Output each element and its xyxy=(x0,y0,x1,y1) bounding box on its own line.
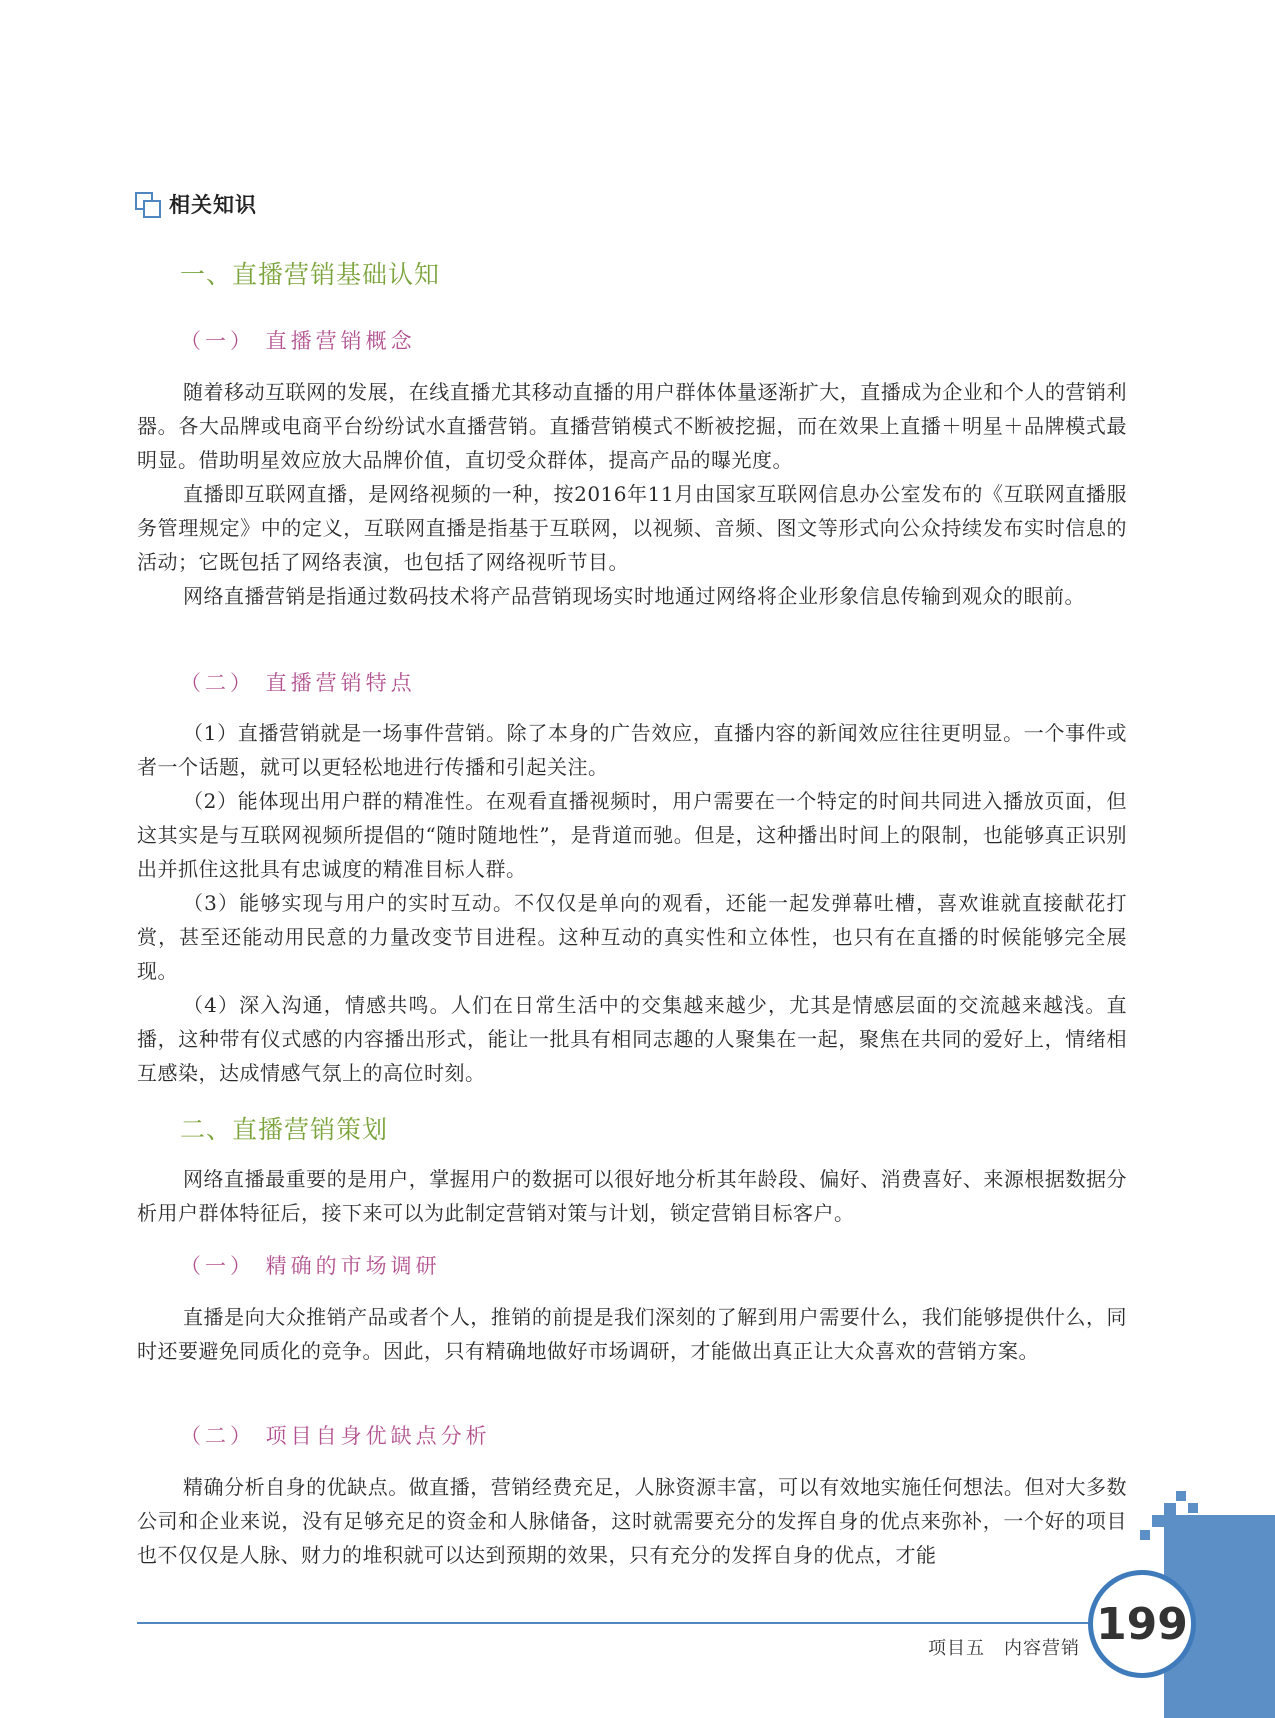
subheading-features: （二） 直播营销特点 xyxy=(180,671,416,695)
paragraph-feature-4: （4）深入沟通，情感共鸣。人们在日常生活中的交集越来越少，尤其是情感层面的交流越来越浅。直播，这种带有仪式感的内容播出形式，能让一批具有相同志趣的人聚集在一起，聚焦在共同的爱好上，情绪相互感染，达成情感气氛上的高位时刻。 xyxy=(137,993,1127,1085)
heading-basics: 一、直播营销基础认知 xyxy=(180,260,441,289)
paragraph-feature-3: （3）能够实现与用户的实时互动。不仅仅是单向的观看，还能一起发弹幕吐槽，喜欢谁就直接献花打赏，甚至还能动用民意的力量改变节目进程。这种互动的真实性和立体性，也只有在直播的时候能够完全展现。 xyxy=(137,891,1127,983)
decorative-pixel xyxy=(1140,1530,1150,1540)
footer-chapter: 项目五 内容营销 xyxy=(928,1638,1080,1659)
subheading-research: （一） 精确的市场调研 xyxy=(180,1254,441,1278)
paragraph-research: 直播是向大众推销产品或者个人，推销的前提是我们深刻的了解到用户需要什么，我们能够提供什么，同时还要避免同质化的竞争。因此，只有精确地做好市场调研，才能做出真正让大众喜欢的营销方案。 xyxy=(137,1305,1127,1363)
paragraph-concept-2: 直播即互联网直播，是网络视频的一种，按2016年11月由国家互联网信息办公室发布的《互联网直播服务管理规定》中的定义，互联网直播是指基于互联网，以视频、音频、图文等形式向公众持续发布实时信息的活动；它既包括了网络表演，也包括了网络视听节目。 xyxy=(137,482,1127,574)
paragraph-feature-2: （2）能体现出用户群的精准性。在观看直播视频时，用户需要在一个特定的时间共同进入播放页面，但这其实是与互联网视频所提倡的“随时随地性”，是背道而驰。但是，这种播出时间上的限制，也能够真正识别出并抓住这批具有忠诚度的精准目标人群。 xyxy=(137,789,1127,881)
decorative-pixel xyxy=(1164,1503,1176,1515)
paragraph-planning: 网络直播最重要的是用户，掌握用户的数据可以很好地分析其年龄段、偏好、消费喜好、来源根据数据分析用户群体特征后，接下来可以为此制定营销对策与计划，锁定营销目标客户。 xyxy=(137,1167,1127,1225)
paragraph-feature-1: （1）直播营销就是一场事件营销。除了本身的广告效应，直播内容的新闻效应往往更明显。一个事件或者一个话题，就可以更轻松地进行传播和引起关注。 xyxy=(137,721,1127,779)
decorative-pixel xyxy=(1152,1515,1164,1527)
footer-rule xyxy=(137,1622,1097,1624)
overlapping-squares-icon xyxy=(135,192,161,216)
page-number: 199 xyxy=(1088,1570,1196,1678)
heading-planning: 二、直播营销策划 xyxy=(180,1115,389,1144)
paragraph-analysis: 精确分析自身的优缺点。做直播，营销经费充足，人脉资源丰富，可以有效地实施任何想法。但对大多数公司和企业来说，没有足够充足的资金和人脉储备，这时就需要充分的发挥自身的优点来弥补，一个好的项目也不仅仅是人脉、财力的堆积就可以达到预期的效果，只有充分的发挥自身的优点，才能 xyxy=(137,1475,1127,1567)
subheading-analysis: （二） 项目自身优缺点分析 xyxy=(180,1424,491,1448)
decorative-pixel xyxy=(1176,1491,1186,1501)
decorative-pixel xyxy=(1188,1503,1198,1513)
paragraph-concept-1: 随着移动互联网的发展，在线直播尤其移动直播的用户群体体量逐渐扩大，直播成为企业和个人的营销利器。各大品牌或电商平台纷纷试水直播营销。直播营销模式不断被挖掘，而在效果上直播＋明星＋品牌模式最明显。借助明星效应放大品牌价值，直切受众群体，提高产品的曝光度。 xyxy=(137,380,1127,472)
paragraph-concept-3: 网络直播营销是指通过数码技术将产品营销现场实时地通过网络将企业形象信息传输到观众的眼前。 xyxy=(183,584,1085,608)
related-knowledge-label xyxy=(135,190,257,218)
subheading-concept: （一） 直播营销概念 xyxy=(180,329,416,353)
related-knowledge-text: 相关知识 xyxy=(169,193,257,217)
